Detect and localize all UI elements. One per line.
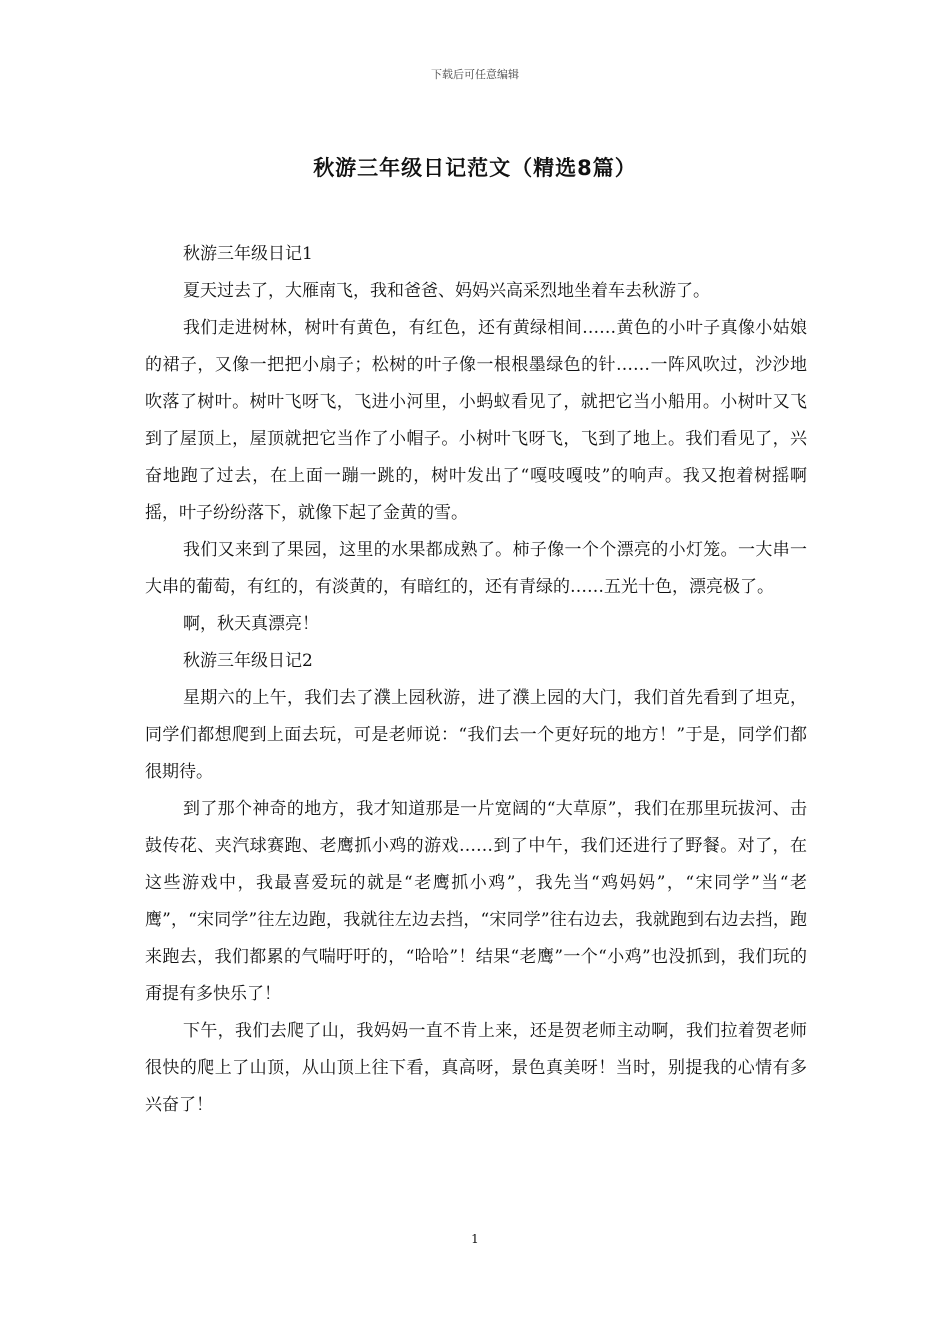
section-heading: 秋游三年级日记1 xyxy=(183,244,313,264)
paragraph: 啊，秋天真漂亮！ xyxy=(183,614,319,634)
paragraph: 下午，我们去爬了山，我妈妈一直不肯上来，还是贺老师主动啊，我们拉着贺老师很快的爬上了山顶，从山顶上往下看，真高呀，景色真美呀！当时，别提我的心情有多兴奋了！ xyxy=(145,1021,807,1115)
paragraph: 我们又来到了果园，这里的水果都成熟了。柿子像一个个漂亮的小灯笼。一大串一大串的葡萄，有红的，有淡黄的，有暗红的，还有青绿的……五光十色，漂亮极了。 xyxy=(145,540,807,597)
paragraph: 到了那个神奇的地方，我才知道那是一片宽阔的“大草原”，我们在那里玩拔河、击鼓传花、夹汽球赛跑、老鹰抓小鸡的游戏……到了中午，我们还进行了野餐。对了，在这些游戏中，我最喜爱玩的就是“老鹰抓小鸡”，我先当“鸡妈妈”，“宋同学”当“老鹰”，“宋同学”往左边跑，我就往左边去挡，“宋同学”往右边去，我就跑到右边去挡，跑来跑去，我们都累的气喘吁吁的，“哈哈”！结果“老鹰”一个“小鸡”也没抓到，我们玩的甭提有多快乐了！ xyxy=(145,799,807,1004)
page-header-note: 下载后可任意编辑 xyxy=(431,68,519,81)
paragraph: 星期六的上午，我们去了濮上园秋游，进了濮上园的大门，我们首先看到了坦克，同学们都想爬到上面去玩，可是老师说：“我们去一个更好玩的地方！”于是，同学们都很期待。 xyxy=(145,688,807,782)
section-heading: 秋游三年级日记2 xyxy=(183,651,313,671)
paragraph: 夏天过去了，大雁南飞，我和爸爸、妈妈兴高采烈地坐着车去秋游了。 xyxy=(183,281,710,301)
page-number: 1 xyxy=(471,1232,479,1246)
document-body xyxy=(145,236,807,1124)
paragraph: 我们走进树林，树叶有黄色，有红色，还有黄绿相间……黄色的小叶子真像小姑娘的裙子，又像一把把小扇子；松树的叶子像一根根墨绿色的针……一阵风吹过，沙沙地吹落了树叶。树叶飞呀飞，飞进小河里，小蚂蚁看见了，就把它当小船用。小树叶又飞到了屋顶上，屋顶就把它当作了小帽子。小树叶飞呀飞，飞到了地上。我们看见了，兴奋地跑了过去，在上面一蹦一跳的，树叶发出了“嘎吱嘎吱”的响声。我又抱着树摇啊摇，叶子纷纷落下，就像下起了金黄的雪。 xyxy=(145,318,807,523)
document-title: 秋游三年级日记范文（精选8篇） xyxy=(313,156,637,180)
